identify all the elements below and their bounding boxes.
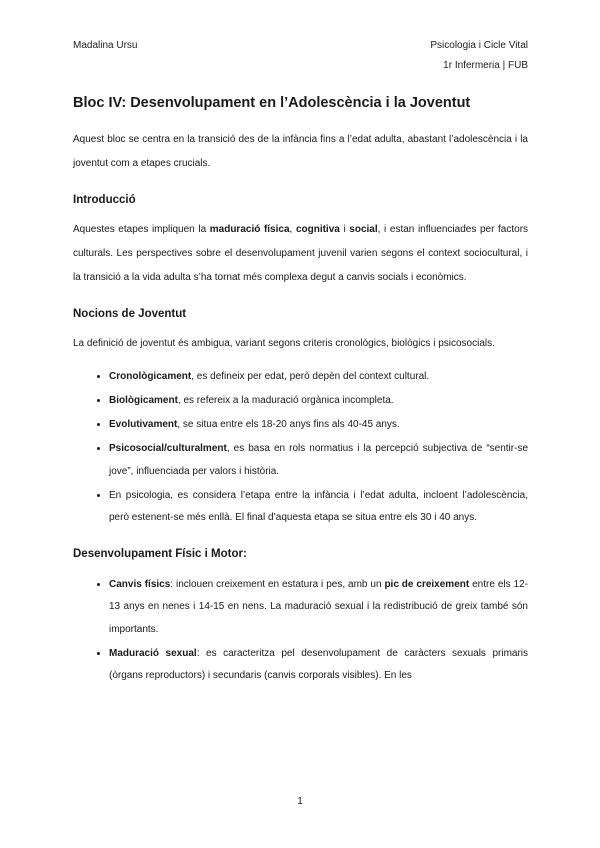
list-item: • Psicosocial/culturalment, es basa en rols normatius i la percepció subjectiva de “sentir-se jove”, influenciada per valors i història. [109,438,528,483]
heading-desenvolupament: Desenvolupament Físic i Motor: [73,547,247,560]
intro-paragraph: Aquest bloc se centra en la transició des de la infància fins a l’edat adulta, abastant l’adolescència i la joventut com a etapes crucials. [73,134,528,169]
heading-introduccio: Introducció [73,194,136,206]
document-title: Bloc IV: Desenvolupament en l’Adolescència i la Joventut [73,95,471,111]
list-item: • En psicologia, es considera l’etapa entre la infància i l’edat adulta, incloent l’adolescència, però estenent-se més enllà. El final d’aquesta etapa se situa entre els 30 i 40 anys. [109,485,528,530]
nocions-paragraph: La definició de joventut és ambigua, variant segons criteris cronològics, biològics i psicosocials. [73,338,495,349]
list-item: • Evolutivament, se situa entre els 18-20 anys fins als 40-45 anys. [109,414,528,437]
document-body [73,90,528,689]
header-course: Psicologia i Cicle Vital [430,40,528,51]
introduccio-paragraph: Aquestes etapes impliquen la maduració física, cognitiva i social, i estan influenciades per factors culturals. Les perspectives sobre el desenvolupament juvenil varien segons el context sociocultural, i la transició a la vida adulta s’ha tornat més complexa degut a canvis socials i econòmics. [73,224,529,283]
header-right [430,36,528,76]
page-number: 1 [297,796,303,807]
heading-nocions: Nocions de Joventut [73,308,187,320]
header-author: Madalina Ursu [73,40,138,51]
nocions-list [73,366,528,530]
desenvolupament-list [73,574,528,688]
list-item: • Maduració sexual: es caracteritza pel desenvolupament de caràcters sexuals primaris (òrgans reproductors) i secundaris (canvis corporals visibles). En les [109,643,528,688]
list-item: • Biològicament, es refereix a la maduració orgànica incompleta. [109,390,528,413]
header-program: 1r Infermeria | FUB [443,60,528,71]
list-item: • Canvis físics: inclouen creixement en estatura i pes, amb un pic de creixement entre els 12-13 anys en nenes i 14-15 en nens. La maduració sexual i la redistribució de greix també són importants. [109,574,528,642]
list-item: • Cronològicament, es defineix per edat, però depèn del context cultural. [109,366,528,389]
